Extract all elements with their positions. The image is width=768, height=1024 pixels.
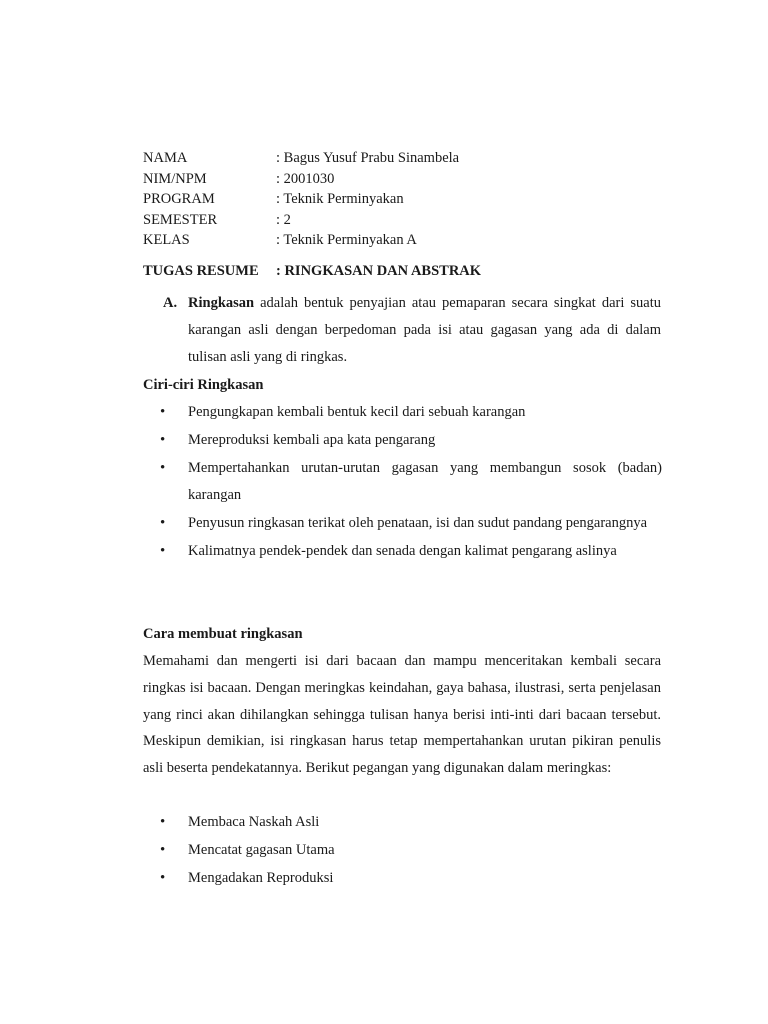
identity-label: SEMESTER (143, 211, 218, 228)
identity-table (143, 148, 459, 251)
identity-value: : 2 (276, 211, 291, 228)
identity-value: : 2001030 (276, 170, 335, 187)
list-item-text: Mempertahankan urutan-urutan gagasan yang membangun sosok (badan) karangan (188, 460, 662, 503)
section-a (163, 290, 661, 371)
identity-value: : Teknik Perminyakan (276, 191, 404, 207)
list-item-text: Mengadakan Reproduksi (188, 870, 334, 886)
identity-row-kelas (143, 230, 459, 251)
identity-row-semester (143, 210, 459, 231)
list-item (160, 455, 662, 509)
bullet-icon: • (160, 870, 166, 886)
cara-paragraph: Memahami dan mengerti isi dari bacaan dan mampu menceritakan kembali secara ringkas isi bacaan. Dengan meringkas keindahan, gaya bahasa, ilustrasi, serta penjelasan yang rinci akan dihilangkan sehingga tulisan hanya berisi inti-inti dari bacaan tersebut. Meskipun demikian, isi ringkasan harus tetap mempertahankan urutan pikiran penulis asli beserta pendekatannya. Berikut pegangan yang digunakan dalam meringkas: (143, 653, 661, 777)
list-item (160, 538, 662, 565)
identity-value: : Teknik Perminyakan A (276, 232, 417, 248)
list-item (160, 399, 662, 426)
bullet-icon: • (160, 543, 166, 559)
list-item (160, 427, 662, 454)
bullet-icon: • (160, 432, 166, 448)
list-item-text: Membaca Naskah Asli (188, 814, 320, 830)
list-item (160, 865, 662, 892)
list-item-text: Penyusun ringkasan terikat oleh penataan, isi dan sudut pandang pengarangnya (188, 515, 648, 531)
identity-row-nama (143, 148, 459, 169)
task-label: TUGAS RESUME (143, 263, 259, 279)
bullet-icon: • (160, 404, 166, 420)
bullet-icon: • (160, 842, 166, 858)
ciri-list (160, 399, 662, 566)
section-a-term: Ringkasan (188, 295, 255, 311)
bullet-icon: • (160, 515, 166, 531)
identity-label: PROGRAM (143, 191, 215, 207)
identity-label: KELAS (143, 232, 190, 248)
task-value: : RINGKASAN DAN ABSTRAK (276, 263, 482, 279)
list-item (160, 510, 662, 537)
section-a-paragraph (188, 290, 661, 371)
section-a-definition: adalah bentuk penyajian atau pemaparan secara singkat dari suatu karangan asli dengan berpedoman pada isi atau gagasan yang ada di dalam tulisan asli yang di ringkas. (188, 295, 661, 365)
list-item-text: Mencatat gagasan Utama (188, 842, 335, 858)
identity-value: : Bagus Yusuf Prabu Sinambela (276, 150, 460, 166)
cara-heading: Cara membuat ringkasan (143, 626, 303, 642)
list-item (160, 837, 662, 864)
identity-label: NAMA (143, 150, 188, 166)
bullet-icon: • (160, 460, 166, 476)
identity-label: NIM/NPM (143, 170, 207, 187)
ciri-heading: Ciri-ciri Ringkasan (143, 377, 264, 393)
cara-list (160, 809, 662, 893)
list-item-text: Mereproduksi kembali apa kata pengarang (188, 432, 436, 448)
list-item-text: Pengungkapan kembali bentuk kecil dari sebuah karangan (188, 404, 526, 420)
bullet-icon: • (160, 814, 166, 830)
identity-row-program (143, 189, 459, 210)
identity-row-nim (143, 169, 459, 190)
task-title (143, 261, 481, 281)
list-item (160, 809, 662, 836)
section-letter: A. (163, 295, 178, 311)
list-item-text: Kalimatnya pendek-pendek dan senada dengan kalimat pengarang aslinya (188, 543, 617, 559)
